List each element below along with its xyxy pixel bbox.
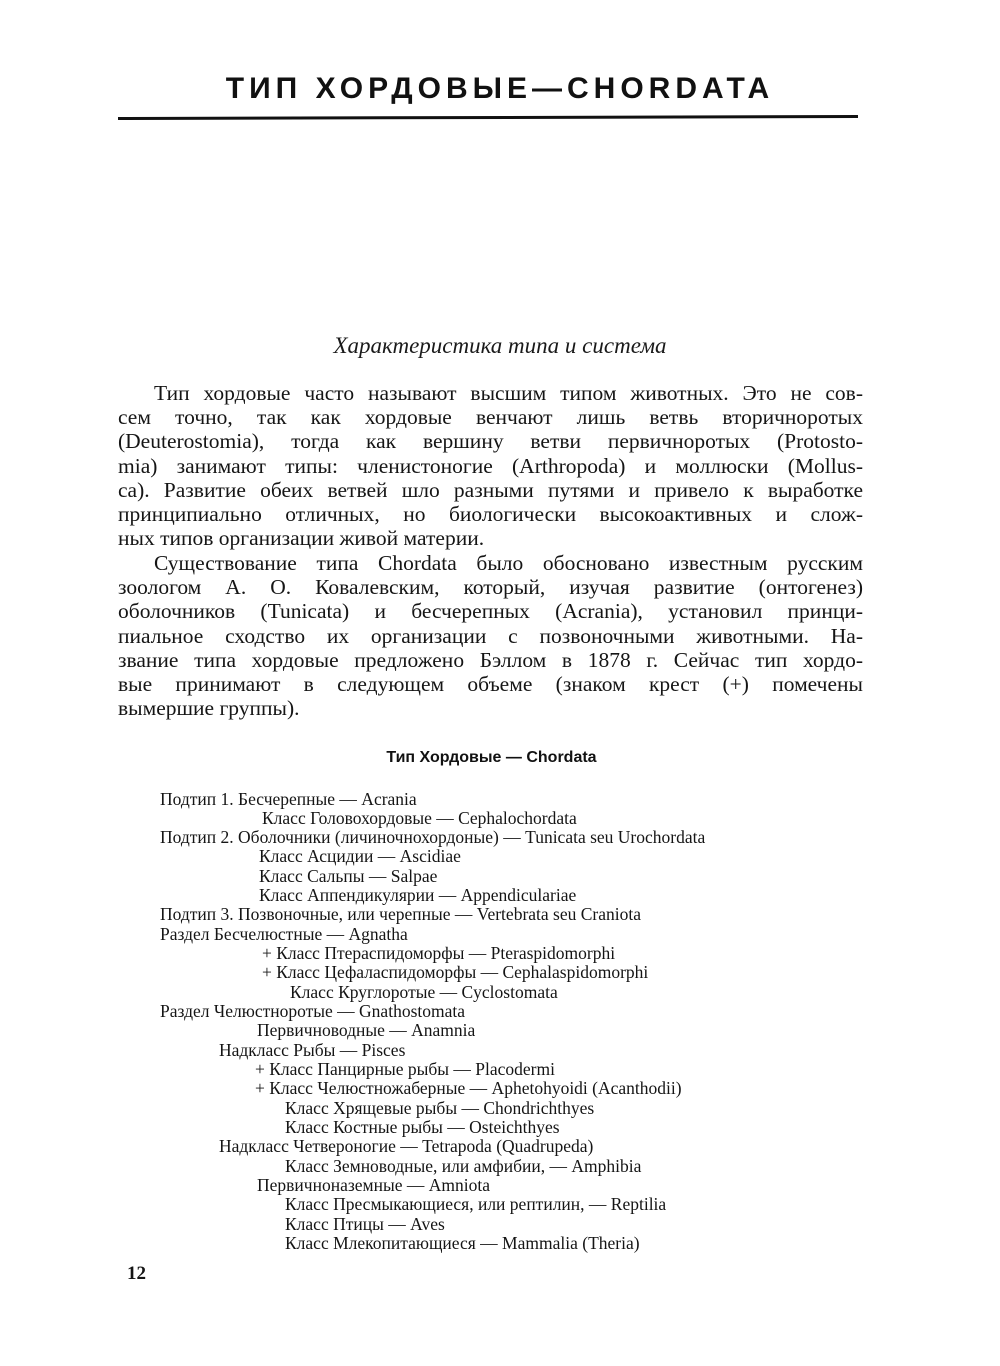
- taxonomy-row: [262, 962, 648, 982]
- taxonomy-row-label: Класс Костные рыбы — Osteichthyes: [285, 1117, 560, 1137]
- page-title: ТИП ХОРДОВЫЕ—CHORDATA: [225, 72, 775, 105]
- taxonomy-row: [262, 943, 615, 963]
- taxonomy-row: [262, 808, 577, 828]
- paragraph-line: вымершие группы).: [118, 696, 300, 721]
- taxonomy-title: Тип Хордовые — Chordata: [386, 749, 597, 766]
- taxonomy-row-label: Класс Сальпы — Salpae: [259, 866, 438, 886]
- taxonomy-row-label: Класс Земноводные, или амфибии, — Amphibia: [285, 1156, 642, 1176]
- taxonomy-row: [160, 924, 408, 944]
- taxonomy-row: [259, 885, 576, 905]
- taxonomy-row-label: Подтип 1. Бесчерепные — Acrania: [160, 789, 417, 809]
- taxonomy-row: [257, 1175, 490, 1195]
- paragraph-line: пиальное сходство их организации с позвоночными животными. На-: [118, 623, 863, 648]
- taxonomy-row-label: Класс Птицы — Aves: [285, 1214, 445, 1234]
- taxonomy-row: [285, 1098, 594, 1118]
- paragraph-line: Тип хордовые часто называют высшим типом животных. Это не сов-: [154, 381, 863, 405]
- title-rule-divider: [118, 115, 858, 120]
- paragraph-line: звание типа хордовые предложено Бэллом в 1878 г. Сейчас тип хордо-: [118, 647, 863, 672]
- paragraph-line: принципиально отличных, но биологически высокоактивных и слож-: [118, 502, 863, 527]
- taxonomy-row: [219, 1040, 405, 1060]
- taxonomy-row-label: + Класс Цефаласпидоморфы — Cephalaspidomorphi: [262, 962, 649, 982]
- taxonomy-row-label: Раздел Челюстноротые — Gnathostomata: [160, 1001, 465, 1021]
- taxonomy-row: [255, 1078, 682, 1098]
- paragraph-1: [118, 381, 863, 550]
- taxonomy-row: [160, 789, 417, 809]
- taxonomy-row-label: Первичноводные — Anamnia: [257, 1020, 476, 1040]
- paragraph-line: Существование типа Chordata было обосновано известным русским: [154, 551, 863, 575]
- taxonomy-row: [285, 1194, 666, 1214]
- taxonomy-row: [285, 1214, 445, 1234]
- taxonomy-row: [285, 1117, 560, 1137]
- taxonomy-row: [160, 1001, 465, 1021]
- taxonomy-row-label: Класс Хрящевые рыбы — Chondrichthyes: [285, 1098, 595, 1118]
- taxonomy-row-label: + Класс Челюстножаберные — Aphetohyoidi (Acanthodii): [255, 1078, 682, 1098]
- taxonomy-row-label: Подтип 3. Позвоночные, или черепные — Vertebrata seu Craniota: [160, 904, 642, 924]
- taxonomy-row: [285, 1156, 641, 1176]
- taxonomy-row: [285, 1233, 640, 1253]
- taxonomy-row-label: Класс Круглоротые — Cyclostomata: [290, 982, 558, 1002]
- taxonomy-row: [257, 1020, 475, 1040]
- taxonomy-row: [160, 904, 641, 924]
- taxonomy-row: [259, 866, 437, 886]
- paragraph-line: ca). Развитие обеих ветвей шло разными путями и привело к выработке: [118, 477, 863, 502]
- section-heading: Характеристика типа и система: [333, 333, 667, 358]
- taxonomy-row: [259, 846, 461, 866]
- taxonomy-row-label: Класс Млекопитающиеся — Mammalia (Theria): [285, 1233, 640, 1253]
- paragraph-2: [118, 551, 863, 720]
- taxonomy-row-label: Класс Пресмыкающиеся, или рептилин, — Reptilia: [285, 1194, 667, 1214]
- taxonomy-row-label: Надкласс Рыбы — Pisces: [219, 1040, 406, 1060]
- taxonomy-row-label: Подтип 2. Оболочники (личиночнохордоные) — Tunicata seu Urochordata: [160, 827, 706, 847]
- taxonomy-row-label: Первичноназемные — Amniota: [257, 1175, 490, 1195]
- taxonomy-row-label: Раздел Бесчелюстные — Agnatha: [160, 924, 408, 944]
- paragraph-line: mia) занимают типы: членистоногие (Arthropoda) и моллюски (Mollus-: [118, 453, 863, 478]
- taxonomy-row-label: + Класс Панцирные рыбы — Placodermi: [255, 1059, 555, 1079]
- taxonomy-row-label: Класс Аппендикулярии — Appendiculariae: [259, 885, 577, 905]
- paragraph-line: ных типов организации живой материи.: [118, 526, 485, 551]
- paragraph-line: зоологом А. О. Ковалевским, который, изучая развитие (онтогенез): [118, 575, 863, 600]
- taxonomy-row: [160, 827, 705, 847]
- taxonomy-row-label: Класс Асцидии — Ascidiae: [259, 846, 461, 866]
- taxonomy-row: [255, 1059, 555, 1079]
- paragraph-line: оболочников (Tunicata) и бесчерепных (Acrania), установил принци-: [118, 599, 863, 624]
- paragraph-line: вые принимают в следующем объеме (знаком крест (+) помечены: [118, 672, 863, 697]
- page-number: 12: [127, 1263, 146, 1284]
- taxonomy-row: [290, 982, 558, 1002]
- taxonomy-row-label: Надкласс Четвероногие — Tetrapoda (Quadrupeda): [219, 1136, 594, 1156]
- paragraph-line: сем точно, так как хордовые венчают лишь ветвь вторичноротых: [118, 405, 863, 430]
- taxonomy-row-label: + Класс Птераспидоморфы — Pteraspidomorphi: [262, 943, 616, 963]
- taxonomy-row: [219, 1136, 593, 1156]
- taxonomy-row-label: Класс Головохордовые — Cephalochordata: [262, 808, 577, 828]
- paragraph-line: (Deuterostomia), тогда как вершину ветви первичноротых (Protosto-: [118, 429, 863, 454]
